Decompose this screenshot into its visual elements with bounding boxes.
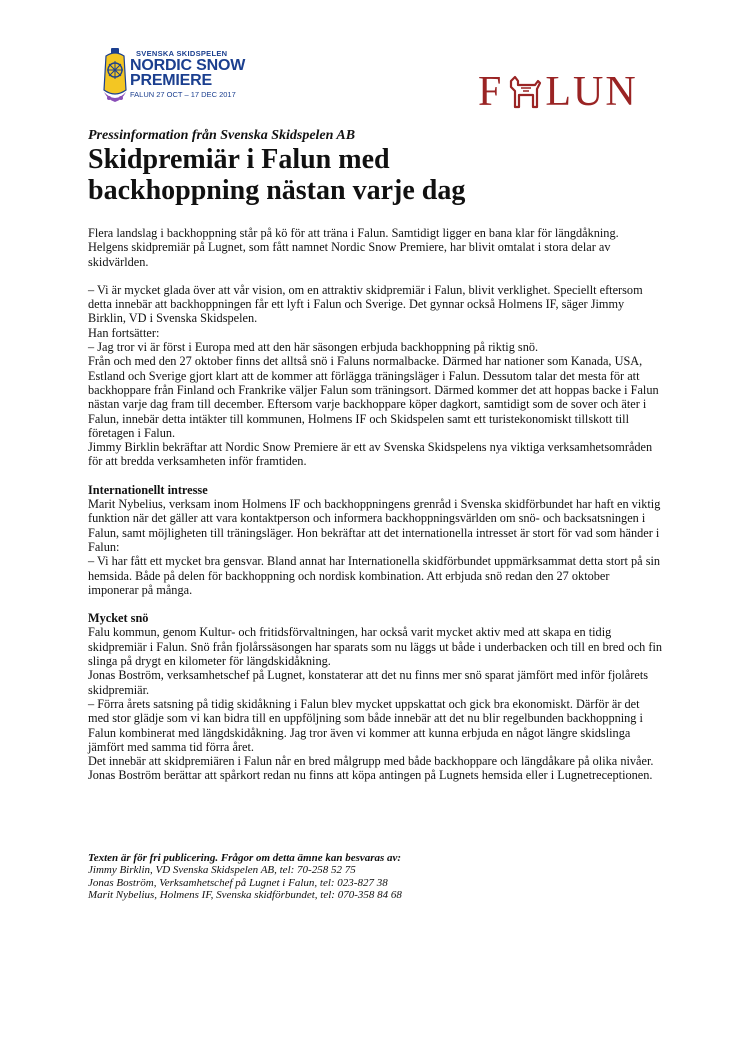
section-heading-international: Internationellt intresse <box>88 482 208 497</box>
section-heading-snow: Mycket snö <box>88 611 149 626</box>
logo-line-2: PREMIERE <box>130 72 212 89</box>
snowflake-badge-icon <box>100 46 130 108</box>
dala-horse-icon <box>505 75 543 109</box>
title-line-1: Skidpremiär i Falun med <box>88 144 390 175</box>
footer-heading: Texten är för fri publicering. Frågor om detta ämne kan besvaras av: <box>88 852 402 864</box>
logo-dates: FALUN 27 OCT – 17 DEC 2017 <box>130 90 236 99</box>
falun-logo-letter-f: F <box>478 69 504 115</box>
title-line-2: backhoppning nästan varje dag <box>88 175 466 206</box>
body-paragraph: Han fortsätter: <box>88 325 160 340</box>
body-paragraph: – Vi har fått ett mycket bra gensvar. Bland annat har Internationella skidförbundet uppmärksammat detta stort på sin hemsida. Både på delen för backhoppning och nordisk kombination. Att erbjuda snö redan den 27 oktober imponerar på många. <box>88 554 661 597</box>
logo-top-text: SVENSKA SKIDSPELEN <box>136 49 228 58</box>
body-paragraph: Marit Nybelius, verksam inom Holmens IF och backhoppningens grenråd i Svenska skidförbundet har haft en viktig funktion när det gäller att vara kontaktperson och informera backhoppningsvärlden om snö- och backsatsningen i Falun, samt möjligheten till träningsläger. Hon bekräftar att det internationella intresset är stort för vad som händer i Falun: <box>88 497 661 554</box>
contact-footer <box>88 852 648 901</box>
falun-logo <box>478 70 668 114</box>
nordic-snow-premiere-logo <box>100 46 260 108</box>
body-paragraph: Jimmy Birklin bekräftar att Nordic Snow Premiere är ett av Svenska Skidspelens nya viktiga verksamhetsområden för att bredda verksamheten inför framtiden. <box>88 440 653 469</box>
body-paragraph: Jonas Boström, verksamhetschef på Lugnet, konstaterar att det nu finns mer snö sparat jämfört med inför fjolårets skidpremiär. <box>88 668 649 697</box>
contact-line: Jonas Boström, Verksamhetschef på Lugnet i Falun, tel: 023-827 38 <box>88 876 388 889</box>
falun-logo-rest: LUN <box>545 69 638 115</box>
body-paragraph: – Jag tror vi är först i Europa med att den här säsongen erbjuda backhoppning på riktig snö. <box>88 340 539 355</box>
body-paragraph: Falu kommun, genom Kultur- och fritidsförvaltningen, har också varit mycket aktiv med att skapa en tidig skidpremiär i Falun. Snö från fjolårssäsongen har sparats som nu läggs ut både i underbacken och till en bred och fin slinga på drygt en kilometer för längdskidåkning. <box>88 625 663 669</box>
body-paragraph: – Förra årets satsning på tidig skidåkning i Falun blev mycket uppskattat och gick bra ekonomiskt. Därför är det med stor glädje som vi kan bidra till en uppföljning som både innebär att det nu blir regelbunden backhoppning i Falun kombinerat med längdskidåkning. Jag tror även vi kommer att kunna erbjuda en något längre skidslinga jämfört med samma tid förra året. <box>88 696 643 754</box>
body-paragraph: – Vi är mycket glada över att vår vision, om en attraktiv skidpremiär i Falun, blivit verklighet. Speciellt eftersom detta innebär att backhoppningen får ett lyft i Falun och Sverige. Det gynnar också Holmens IF, säger Jimmy Birklin, VD i Svenska Skidspelen. <box>88 282 643 326</box>
intro-paragraph: Flera landslag i backhoppning står på kö för att träna i Falun. Samtidigt ligger en bana klar för längdåkning. <box>88 226 619 240</box>
contact-line: Jimmy Birklin, VD Svenska Skidspelen AB, tel: 70-258 52 75 <box>88 864 356 877</box>
contact-line: Marit Nybelius, Holmens IF, Svenska skidförbundet, tel: 070-358 84 68 <box>88 888 402 901</box>
body-paragraph: Från och med den 27 oktober finns det alltså snö i Faluns normalbacke. Därmed har nationer som Kanada, USA, Estland och Sverige gjort klart att de kommer att förlägga träningsläger i Falun. Dessutom talar det mesta för att backhoppare från Finland och Frankrike väljer Falun som träningsort. Därmed kommer det att hoppas backe i Falun nästan varje dag fram till december. Eftersom varje backhoppare köper dagkort, samtidigt som de sover och äter i Falun, innebär detta intäkter till kommunen, Holmens IF och Skidspelen samt ett turistekonomiskt tillskott till företagen i Falun. <box>88 354 659 440</box>
body-paragraph: Det innebär att skidpremiären i Falun når en bred målgrupp med både backhoppare och längdåkare på olika nivåer. Jonas Boström berättar att spårkort redan nu finns att köpa antingen på Lugnets hemsida eller i Lugnetreceptionen. <box>88 754 654 783</box>
press-kicker: Pressinformation från Svenska Skidspelen AB <box>88 128 356 143</box>
intro-paragraph: Helgens skidpremiär på Lugnet, som fått namnet Nordic Snow Premiere, har blivit omtalat i stora delar av skidvärlden. <box>88 240 611 269</box>
article-body <box>88 226 663 783</box>
page-title <box>88 144 648 206</box>
logo-line-1: NORDIC SNOW <box>130 57 246 74</box>
